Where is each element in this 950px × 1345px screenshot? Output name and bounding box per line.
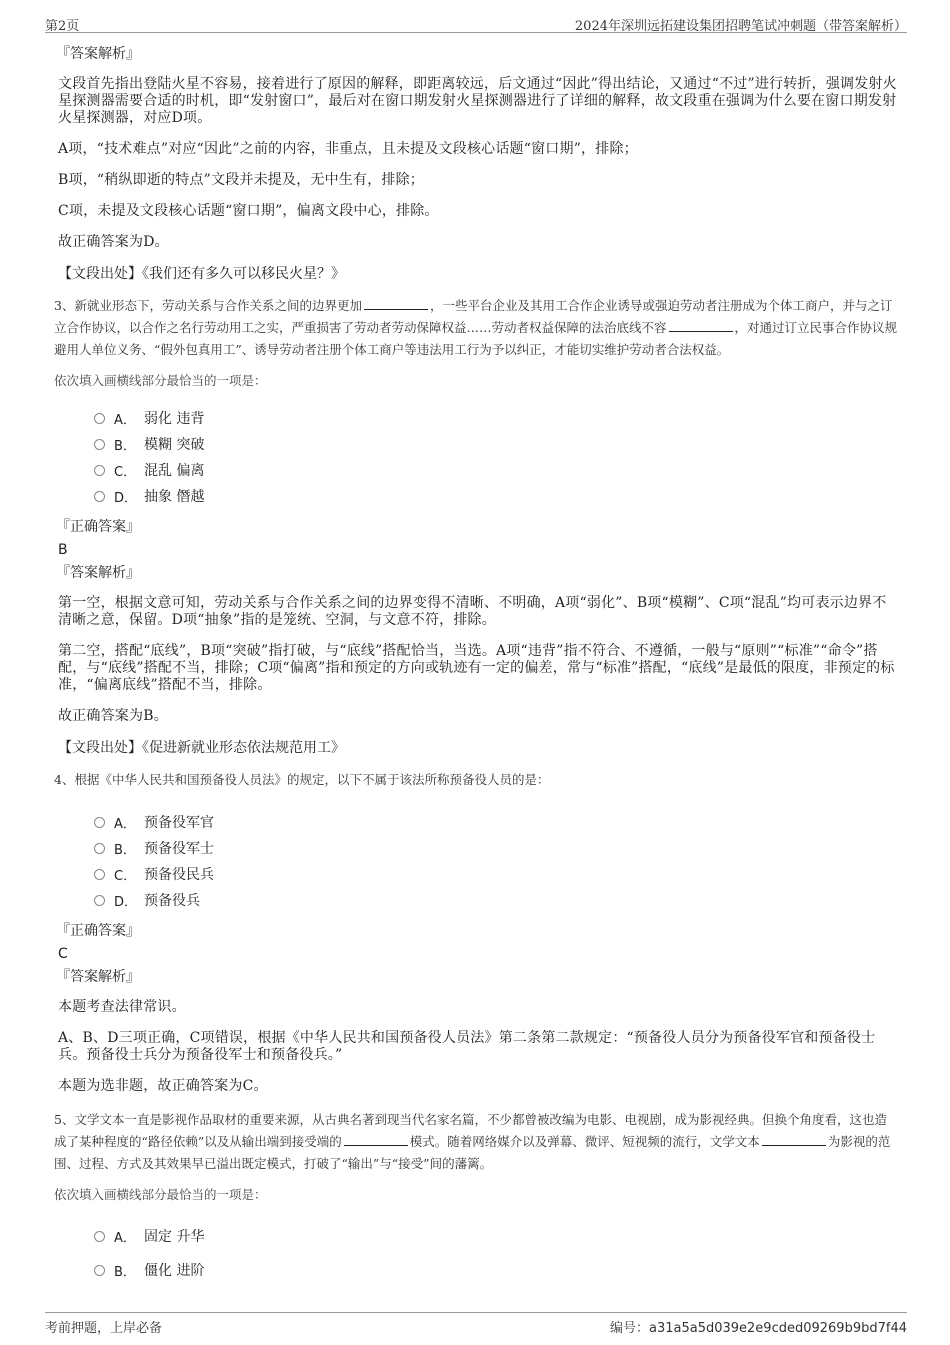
option-text: 预备役军官	[144, 815, 214, 831]
option-text: 预备役民兵	[144, 867, 214, 883]
option-text: 模糊 突破	[144, 437, 205, 453]
option-text: 抽象 僭越	[144, 489, 205, 505]
option-text: 弱化 违背	[144, 411, 205, 427]
q4-analysis-para-2: A、B、D三项正确，C项错误，根据《中华人民共和国预备役人员法》第二条第二款规定：“预备役人员分为预备役军官和预备役士兵。预备役士兵分为预备役军士和预备役兵。”	[58, 1030, 876, 1063]
q5-stem-part1: 5、文学文本一直是影视作品取材的重要来源，从古典名著到现当代名家名篇，不少都曾被改编为电影、电视剧，成为影视经典。但换个角度看，这也造成了某种程度的“路径依赖”以及从输出端到接受端的	[54, 1112, 887, 1149]
q2-analysis-label: 『答案解析』	[56, 46, 140, 62]
option-letter: A．	[114, 1230, 136, 1246]
page-content	[54, 44, 898, 1295]
q3-option-a[interactable]	[94, 405, 898, 431]
radio-icon[interactable]	[94, 1265, 105, 1276]
option-text: 预备役兵	[144, 893, 200, 909]
q3-correct-label: 『正确答案』	[56, 519, 140, 535]
q3-analysis-para-1: 第一空，根据文意可知，劳动关系与合作关系之间的边界变得不清晰、不明确，A项“弱化”、B项“模糊”、C项“混乱”均可表示边界不清晰之意，保留。D项“抽象”指的是笼统、空洞，与文意不符，排除。	[58, 595, 887, 628]
q4-correct-answer: C	[58, 946, 68, 962]
option-letter: A．	[114, 816, 136, 832]
page-header	[45, 10, 907, 33]
radio-icon[interactable]	[94, 817, 105, 828]
q3-option-d[interactable]	[94, 483, 898, 509]
document-title: 2024年深圳远拓建设集团招聘笔试冲刺题（带答案解析）	[574, 19, 907, 34]
option-letter: C．	[114, 868, 137, 884]
q2-source: 【文段出处】《我们还有多久可以移民火星？》	[58, 266, 345, 282]
q5-blank-2	[762, 1133, 826, 1146]
option-letter: D．	[114, 490, 138, 506]
q3-stem-part2: ，一些平台企业及其用工合作企业诱导或强迫劳动者注册成为个体工商户，并与之订立合作协议，以合作之名行劳动用工之实，严重损害了劳动者劳动保障权益……劳动者权益保障的法治底线不容	[54, 298, 893, 335]
q2-analysis-para-1: 文段首先指出登陆火星不容易，接着进行了原因的解释，即距离较远，后文通过“因此”得出结论，又通过“不过”进行转折，强调发射火星探测器需要合适的时机，即“发射窗口”，最后对在窗口期发射火星探测器进行了详细的解释，故文段重在强调为什么要在窗口期发射火星探测器，对应D项。	[58, 76, 897, 126]
q3-stem	[54, 295, 898, 361]
q5-prompt: 依次填入画横线部分最恰当的一项是：	[54, 1187, 267, 1202]
q3-correct-answer: B	[58, 542, 68, 558]
option-letter: B．	[114, 842, 136, 858]
option-letter: D．	[114, 894, 138, 910]
option-letter: B．	[114, 1264, 136, 1280]
q2-analysis-para-4: C项，未提及文段核心话题“窗口期”，偏离文段中心，排除。	[58, 203, 439, 219]
option-letter: C．	[114, 464, 137, 480]
q5-option-b[interactable]	[94, 1253, 898, 1287]
q4-analysis-para-1: 本题考查法律常识。	[58, 999, 186, 1015]
footer-code-value: a31a5a5d039e2e9cded09269b9bd7f44	[648, 1321, 907, 1336]
q4-analysis-para-3: 本题为选非题，故正确答案为C。	[58, 1078, 268, 1094]
q4-options	[94, 809, 898, 913]
q2-analysis-para-2: A项，“技术难点”对应“因此”之前的内容，非重点，且未提及文段核心话题“窗口期”，排除；	[58, 141, 638, 157]
option-letter: A．	[114, 412, 136, 428]
q3-option-c[interactable]	[94, 457, 898, 483]
q3-blank-1	[364, 297, 428, 310]
radio-icon[interactable]	[94, 491, 105, 502]
page-number: 第2页	[45, 19, 80, 34]
q5-option-a[interactable]	[94, 1219, 898, 1253]
q3-options	[94, 405, 898, 509]
q3-stem-part1: 3、新就业形态下，劳动关系与合作关系之间的边界更加	[54, 298, 362, 313]
q2-analysis-para-3: B项，“稍纵即逝的特点”文段并未提及，无中生有，排除；	[58, 172, 425, 188]
radio-icon[interactable]	[94, 465, 105, 476]
option-text: 预备役军士	[144, 841, 214, 857]
radio-icon[interactable]	[94, 869, 105, 880]
option-text: 混乱 偏离	[144, 463, 205, 479]
page-footer	[45, 1312, 907, 1341]
q5-stem	[54, 1109, 898, 1175]
q4-stem: 4、根据《中华人民共和国预备役人员法》的规定，以下不属于该法所称预备役人员的是：	[54, 772, 550, 787]
footer-code	[610, 1317, 907, 1336]
option-letter: B．	[114, 438, 136, 454]
q3-stem-part3: ，对通过订立民事合作协议规避用人单位义务、“假外包真用工”、诱导劳动者注册个体工商户等违法用工行为予以纠正，才能切实维护劳动者合法权益。	[54, 320, 898, 357]
q5-blank-1	[344, 1133, 408, 1146]
radio-icon[interactable]	[94, 439, 105, 450]
q3-blank-2	[669, 319, 733, 332]
q2-analysis-para-5: 故正确答案为D。	[58, 234, 169, 250]
q5-stem-part3: 为影视的范围、过程、方式及其效果早已溢出既定模式，打破了“输出”与“接受”间的藩篱。	[54, 1134, 891, 1171]
footer-code-label: 编号：	[609, 1321, 649, 1336]
q3-analysis-para-2: 第二空，搭配“底线”，B项“突破”指打破，与“底线”搭配恰当，当选。A项“违背”指不符合、不遵循，一般与“原则”“标准”“命令”搭配，与“底线”搭配不当，排除；C项“偏离”指和预定的方向或轨迹有一定的偏差，常与“标准”搭配，“底线”是最低的限度，非预定的标准，“偏离底线”搭配不当，排除。	[58, 643, 895, 693]
q3-source: 【文段出处】《促进新就业形态依法规范用工》	[58, 740, 345, 756]
radio-icon[interactable]	[94, 895, 105, 906]
q4-option-b[interactable]	[94, 835, 898, 861]
q4-option-d[interactable]	[94, 887, 898, 913]
q4-correct-label: 『正确答案』	[56, 923, 140, 939]
q3-prompt: 依次填入画横线部分最恰当的一项是：	[54, 373, 267, 388]
radio-icon[interactable]	[94, 843, 105, 854]
q3-analysis-label: 『答案解析』	[56, 565, 140, 581]
q3-option-b[interactable]	[94, 431, 898, 457]
radio-icon[interactable]	[94, 413, 105, 424]
q4-option-c[interactable]	[94, 861, 898, 887]
q3-analysis-para-3: 故正确答案为B。	[58, 708, 168, 724]
q5-stem-part2: 模式。随着网络媒介以及弹幕、微评、短视频的流行，文学文本	[409, 1134, 760, 1149]
footer-slogan: 考前押题，上岸必备	[45, 1321, 163, 1336]
option-text: 僵化 进阶	[144, 1263, 205, 1279]
q4-analysis-label: 『答案解析』	[56, 969, 140, 985]
option-text: 固定 升华	[144, 1229, 205, 1245]
radio-icon[interactable]	[94, 1231, 105, 1242]
q4-option-a[interactable]	[94, 809, 898, 835]
q5-options	[94, 1219, 898, 1287]
